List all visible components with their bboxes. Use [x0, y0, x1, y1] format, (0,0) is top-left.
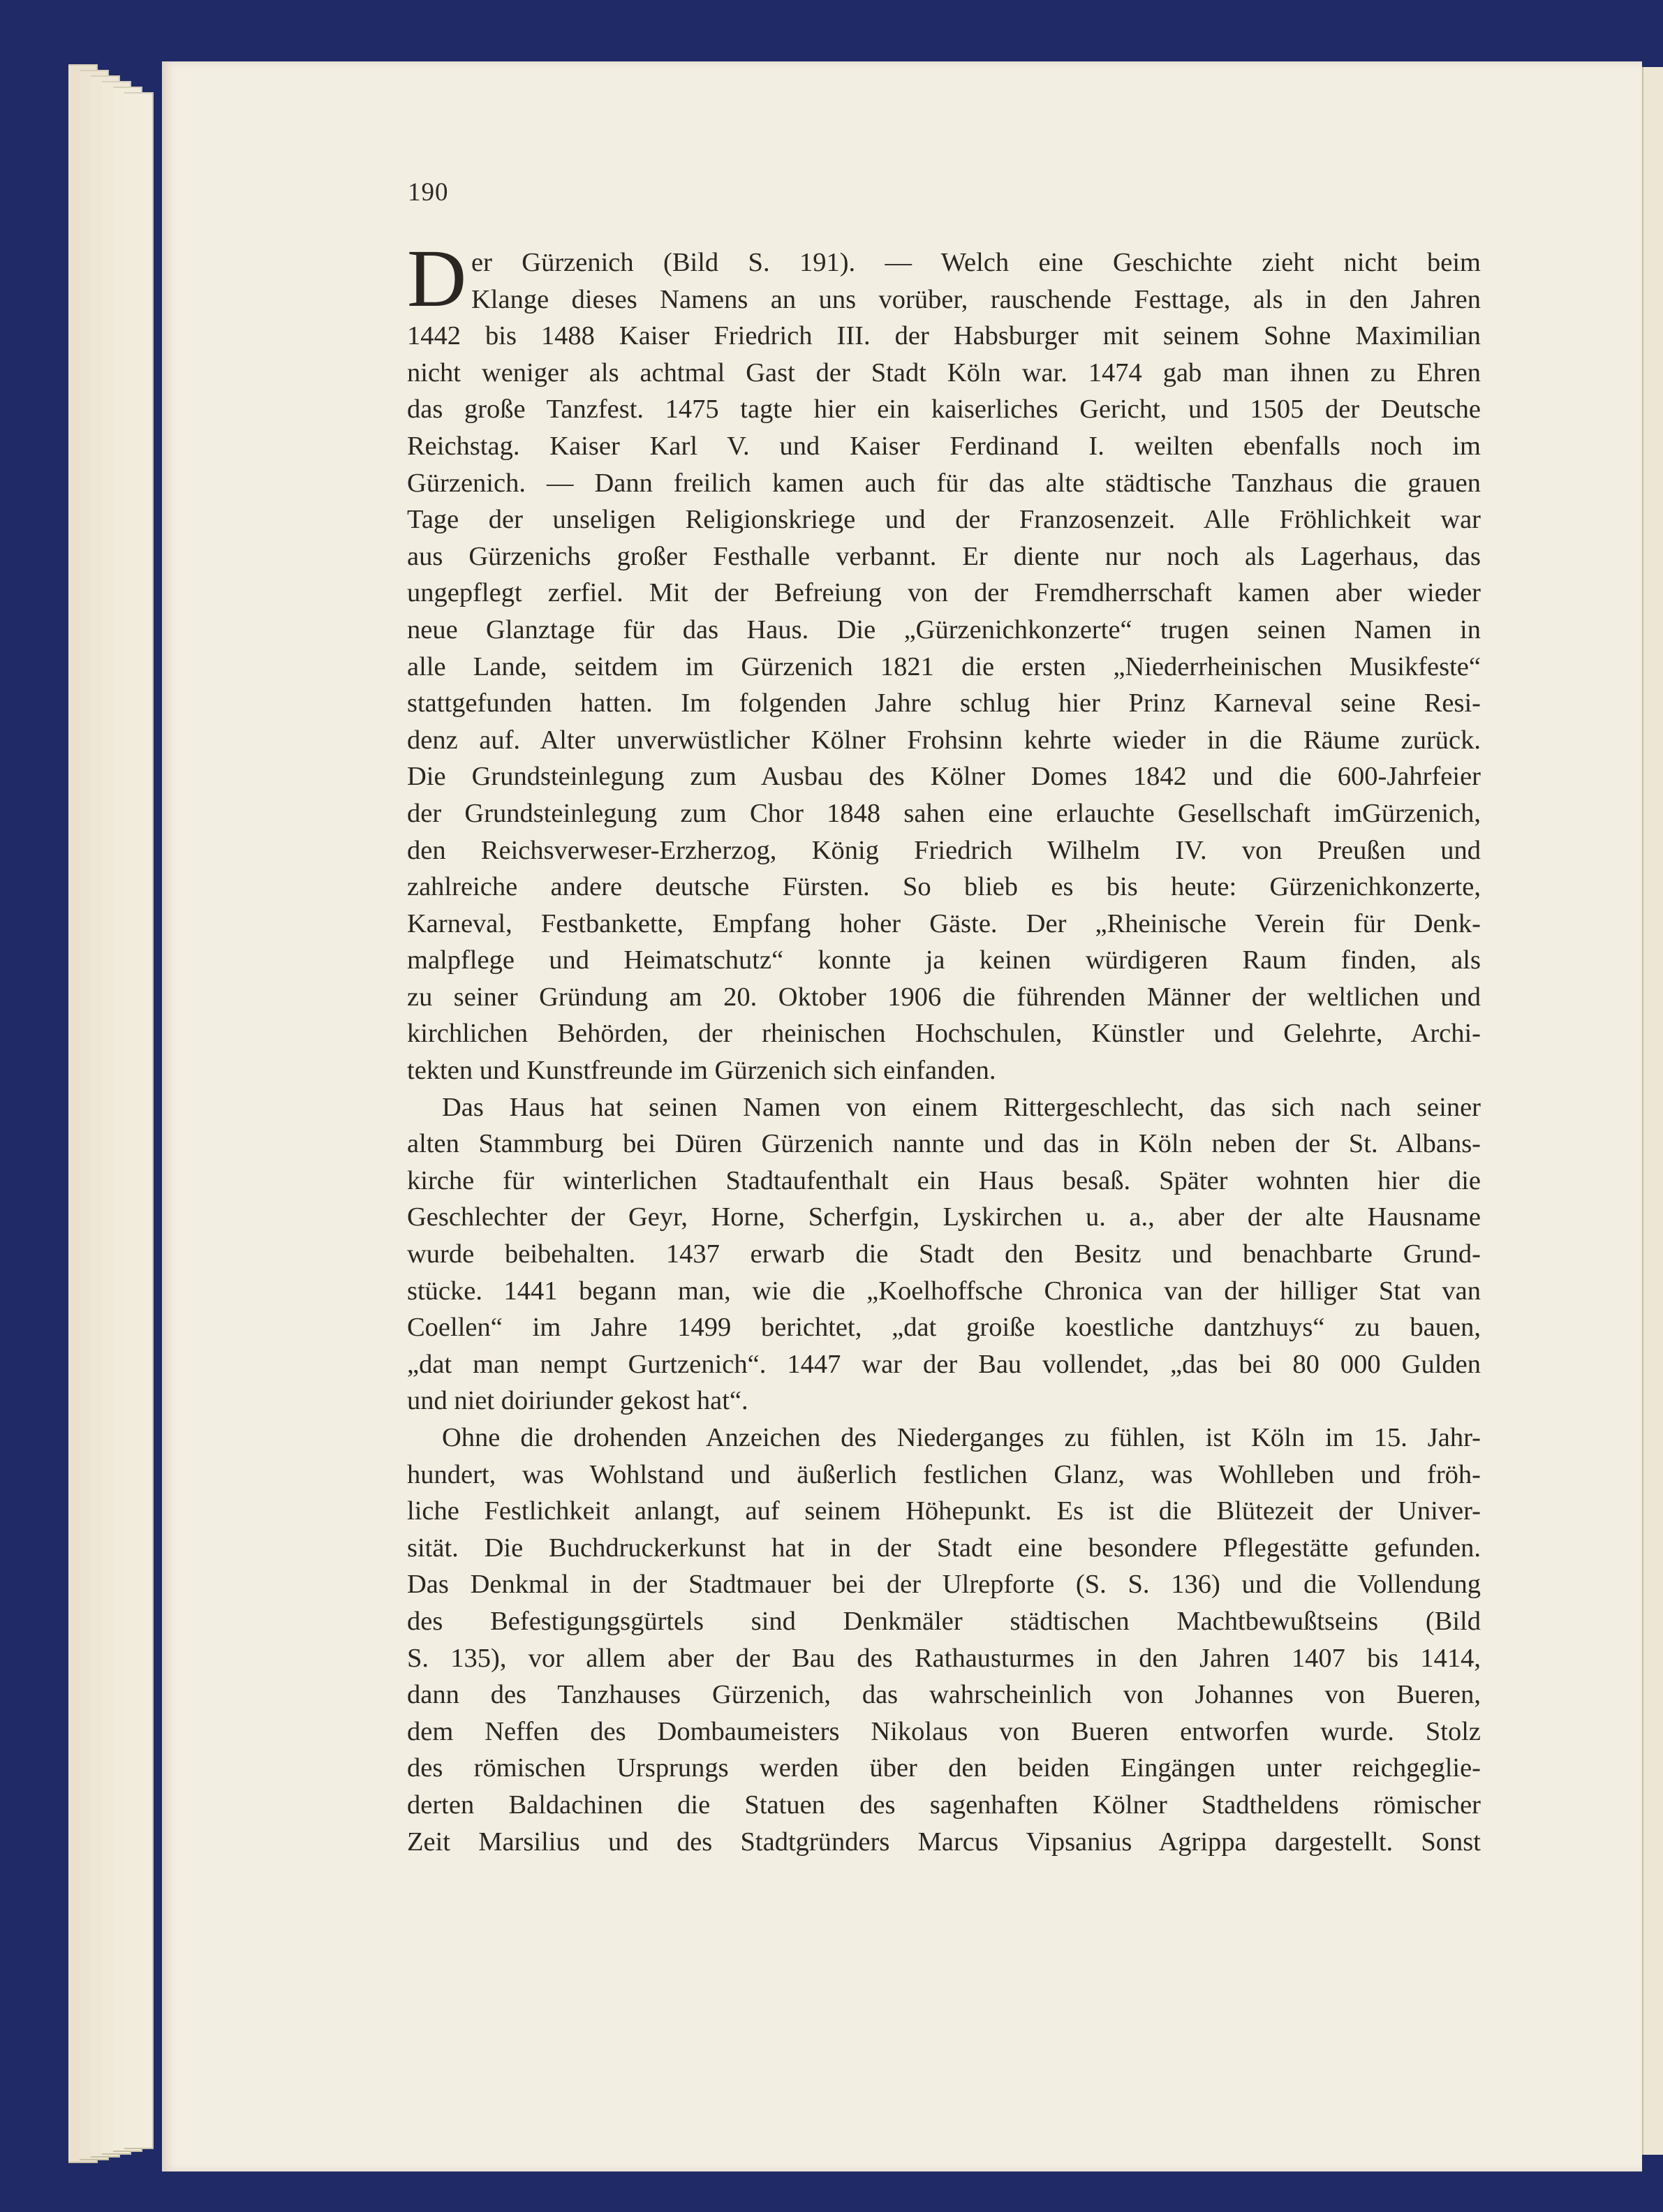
text-line: zu seiner Gründung am 20. Oktober 1906 die führenden Männer der weltlichen und	[407, 982, 1481, 1012]
text-line: nicht weniger als achtmal Gast der Stadt Köln war. 1474 gab man ihnen zu Ehren	[407, 357, 1481, 388]
text-line: zahlreiche andere deutsche Fürsten. So blieb es bis heute: Gürzenichkonzerte,	[407, 872, 1481, 902]
text-line: Coellen“ im Jahre 1499 berichtet, „dat groiße koestliche dantzhuys“ zu bauen,	[407, 1313, 1481, 1343]
text-line: Gürzenich. — Dann freilich kamen auch für das alte städtische Tanzhaus die grauen	[407, 468, 1481, 498]
text-line: der Grundsteinlegung zum Chor 1848 sahen eine erlauchte Gesellschaft imGürzenich,	[407, 798, 1481, 828]
text-line: Tage der unseligen Religionskriege und der Franzosenzeit. Alle Fröhlichkeit war	[407, 505, 1481, 535]
text-line: Das Denkmal in der Stadtmauer bei der Ulrepforte (S. S. 136) und die Vollendung	[407, 1570, 1481, 1600]
text-line: das große Tanzfest. 1475 tagte hier ein kaiserliches Gericht, und 1505 der Deutsche	[407, 395, 1481, 425]
text-line: er Gürzenich (Bild S. 191). — Welch eine Geschichte zieht nicht beim	[471, 248, 1481, 277]
text-line: S. 135), vor allem aber der Bau des Rathausturmes in den Jahren 1407 bis 1414,	[407, 1643, 1481, 1673]
text-line: des römischen Ursprungs werden über den beiden Eingängen unter reichgeglie-	[407, 1753, 1481, 1783]
text-line: Karneval, Festbankette, Empfang hoher Gäste. Der „Rheinische Verein für Denk-	[407, 908, 1481, 938]
text-line: des Befestigungsgürtels sind Denkmäler städtischen Machtbewußtseins (Bild	[407, 1606, 1481, 1636]
text-line: wurde beibehalten. 1437 erwarb die Stadt den Besitz und benachbarte Grund-	[407, 1239, 1481, 1269]
facing-page-edge	[1642, 67, 1663, 2155]
text-line: malpflege und Heimatschutz“ konnte ja keinen würdigeren Raum finden, als	[407, 945, 1481, 975]
text-line: kirchlichen Behörden, der rheinischen Hochschulen, Künstler und Gelehrte, Archi-	[407, 1019, 1481, 1049]
text-line: dem Neffen des Dombaumeisters Nikolaus von Bueren entworfen wurde. Stolz	[407, 1716, 1481, 1746]
page-edge	[124, 92, 154, 2149]
text-line: alten Stammburg bei Düren Gürzenich nannte und das in Köln neben der St. Albans-	[407, 1129, 1481, 1159]
text-line: Die Grundsteinlegung zum Ausbau des Kölner Domes 1842 und die 600-Jahrfeier	[407, 762, 1481, 792]
page-number: 190	[408, 178, 449, 207]
text-line: ungepflegt zerfiel. Mit der Befreiung von der Fremdherrschaft kamen aber wieder	[407, 578, 1481, 608]
text-line: tekten und Kunstfreunde im Gürzenich sich einfanden.	[407, 1056, 996, 1086]
text-line: hundert, was Wohlstand und äußerlich festlichen Glanz, was Wohlleben und fröh-	[407, 1459, 1481, 1489]
text-line: kirche für winterlichen Stadtaufenthalt ein Haus besaß. Später wohnten hier die	[407, 1165, 1481, 1195]
text-line: und niet doiriunder gekost hat“.	[407, 1386, 748, 1416]
text-line: neue Glanztage für das Haus. Die „Gürzenichkonzerte“ trugen seinen Namen in	[407, 614, 1481, 644]
text-line: liche Festlichkeit anlangt, auf seinem Höhepunkt. Es ist die Blütezeit der Univer-	[407, 1496, 1481, 1526]
text-line: stücke. 1441 begann man, wie die „Koelhoffsche Chronica van der hilliger Stat van	[407, 1276, 1481, 1306]
text-line: alle Lande, seitdem im Gürzenich 1821 die ersten „Niederrheinischen Musikfeste“	[407, 651, 1481, 681]
text-line: Das Haus hat seinen Namen von einem Rittergeschlecht, das sich nach seiner	[442, 1092, 1481, 1122]
text-line: dann des Tanzhauses Gürzenich, das wahrscheinlich von Johannes von Bueren,	[407, 1680, 1481, 1710]
text-line: denz auf. Alter unverwüstlicher Kölner Frohsinn kehrte wieder in die Räume zurück.	[407, 725, 1481, 755]
text-line: „dat man nempt Gurtzenich“. 1447 war der Bau vollendet, „das bei 80 000 Gulden	[407, 1349, 1481, 1379]
text-line: den Reichsverweser-Erzherzog, König Friedrich Wilhelm IV. von Preußen und	[407, 835, 1481, 865]
text-line: Zeit Marsilius und des Stadtgründers Marcus Vipsanius Agrippa dargestellt. Sonst	[407, 1827, 1481, 1857]
drop-cap: D	[407, 233, 467, 324]
text-line: sität. Die Buchdruckerkunst hat in der Stadt eine besondere Pflegestätte gefunden.	[407, 1533, 1481, 1563]
text-line: Reichstag. Kaiser Karl V. und Kaiser Ferdinand I. weilten ebenfalls noch im	[407, 431, 1481, 461]
text-line: Ohne die drohenden Anzeichen des Niederganges zu fühlen, ist Köln im 15. Jahr-	[442, 1423, 1481, 1452]
text-line: derten Baldachinen die Statuen des sagenhaften Kölner Stadtheldens römischer	[407, 1790, 1481, 1820]
text-line: stattgefunden hatten. Im folgenden Jahre schlug hier Prinz Karneval seine Resi-	[407, 688, 1481, 718]
text-line: 1442 bis 1488 Kaiser Friedrich III. der Habsburger mit seinem Sohne Maximilian	[407, 321, 1481, 351]
text-line: Geschlechter der Geyr, Horne, Scherfgin, Lyskirchen u. a., aber der alte Hausname	[407, 1202, 1481, 1232]
text-line: Klange dieses Namens an uns vorüber, rauschende Festtage, als in den Jahren	[471, 284, 1481, 314]
text-line: aus Gürzenichs großer Festhalle verbannt. Er diente nur noch als Lagerhaus, das	[407, 541, 1481, 571]
body-text	[407, 244, 1481, 1860]
